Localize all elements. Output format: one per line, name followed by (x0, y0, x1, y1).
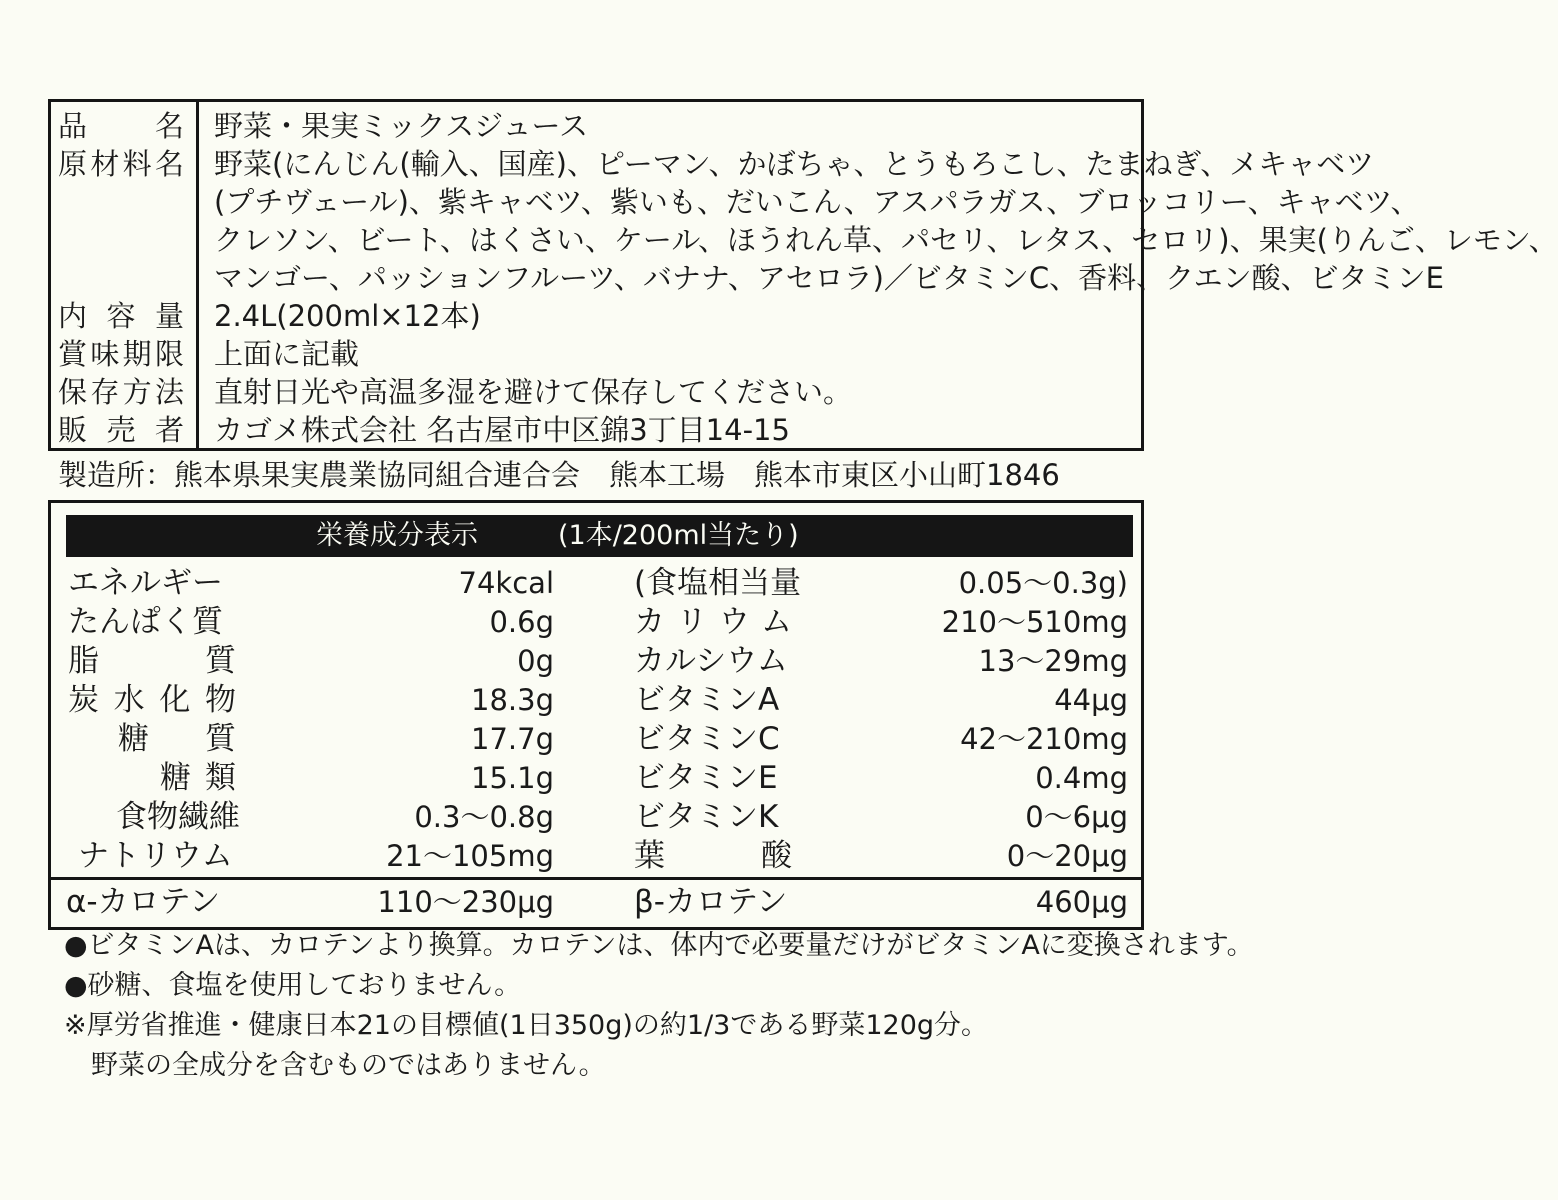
manufacturer-text: 製造所：熊本県果実農業協同組合連合会 熊本工場 熊本市東区小山町1846 (58, 458, 1060, 492)
seller-value: カゴメ株式会社 名古屋市中区錦3丁目14-15 (214, 413, 790, 447)
nutrient-label: たんぱく質 (68, 604, 223, 640)
nutrient-label: ビタミンA (634, 682, 780, 718)
product-name-label: 品 名 (58, 109, 184, 143)
ingredients-line: マンゴー、パッションフルーツ、バナナ、アセロラ)／ビタミンC、香料、クエン酸、ビタミンE (214, 261, 1444, 295)
nutrient-label: カルシウム (634, 643, 788, 679)
nutrient-value: 15.1g (471, 761, 554, 795)
nutrient-value: 0.4mg (1035, 761, 1128, 795)
nutrient-label: 糖類 (160, 760, 236, 796)
nutrient-value: 210～510mg (941, 605, 1128, 639)
volume-value: 2.4L(200ml×12本) (214, 299, 481, 333)
best-before-label: 賞味期限 (58, 337, 184, 371)
volume-label: 内容量 (58, 299, 184, 333)
nutrient-label: 糖質 (118, 721, 236, 757)
nutrient-value: 0～6μg (1025, 800, 1128, 834)
nutrient-value: 18.3g (471, 683, 554, 717)
nutrient-label: 葉酸 (634, 838, 792, 874)
nutrient-value: 44μg (1054, 683, 1128, 717)
carotene-separator (48, 877, 1144, 880)
nutrient-value: 42～210mg (960, 722, 1128, 756)
nutrient-label: 炭水化物 (68, 682, 236, 718)
ingredients-value (214, 145, 1558, 297)
nutrient-value: 74kcal (458, 566, 554, 600)
nutrient-value: 17.7g (471, 722, 554, 756)
footnote: ※厚労省推進・健康日本21の目標値(1日350g)の約1/3である野菜120g分。 (64, 1010, 989, 1041)
storage-value: 直射日光や高温多湿を避けて保存してください。 (214, 375, 853, 409)
nutrient-label: ビタミンE (634, 760, 778, 796)
ingredients-line: クレソン、ビート、はくさい、ケール、ほうれん草、パセリ、レタス、セロリ)、果実(りんご、レモン、 (214, 223, 1558, 257)
nutrient-label: ビタミンK (634, 799, 779, 835)
nutrition-serving: (1本/200ml当たり) (558, 520, 799, 551)
nutrient-label: 食物繊維 (116, 799, 240, 835)
nutrient-label: 脂質 (68, 643, 236, 679)
alpha-carotene-label: α-カロテン (66, 884, 221, 920)
nutrient-label: (食塩相当量 (634, 565, 802, 601)
storage-label: 保存方法 (58, 375, 184, 409)
nutrient-value: 0.6g (489, 605, 554, 639)
nutrient-label: ナトリウム (78, 838, 233, 874)
footnote: ●ビタミンAは、カロテンより換算。カロテンは、体内で必要量だけがビタミンAに変換されます。 (64, 930, 1254, 961)
beta-carotene-label: β-カロテン (634, 884, 788, 920)
nutrition-header (66, 515, 1133, 557)
nutrient-label: ビタミンC (634, 721, 780, 757)
ingredients-label: 原材料名 (58, 147, 184, 181)
nutrient-value: 0～20μg (1006, 839, 1128, 873)
alpha-carotene-value: 110～230μg (377, 885, 554, 919)
nutrient-value: 0g (517, 644, 554, 678)
nutrient-value: 0.05～0.3g) (958, 566, 1128, 600)
nutrient-label: カリウム (634, 604, 792, 640)
seller-label: 販売者 (58, 413, 184, 447)
best-before-value: 上面に記載 (214, 337, 360, 371)
product-name-value: 野菜・果実ミックスジュース (214, 109, 589, 143)
ingredients-line: (プチヴェール)、紫キャベツ、紫いも、だいこん、アスパラガス、ブロッコリー、キャベツ、 (214, 185, 1420, 219)
beta-carotene-value: 460μg (1035, 885, 1128, 919)
nutrient-label: エネルギー (68, 565, 223, 601)
nutrient-value: 21～105mg (386, 839, 554, 873)
product-info-divider (196, 99, 199, 451)
footnote: ●砂糖、食塩を使用しておりません。 (64, 970, 522, 1001)
ingredients-line: 野菜(にんじん(輸入、国産)、ピーマン、かぼちゃ、とうもろこし、たまねぎ、メキャベツ (214, 147, 1375, 181)
footnote: 野菜の全成分を含むものではありません。 (64, 1050, 606, 1081)
nutrient-value: 13～29mg (978, 644, 1128, 678)
nutrition-title: 栄養成分表示 (316, 520, 478, 551)
nutrient-value: 0.3～0.8g (414, 800, 554, 834)
